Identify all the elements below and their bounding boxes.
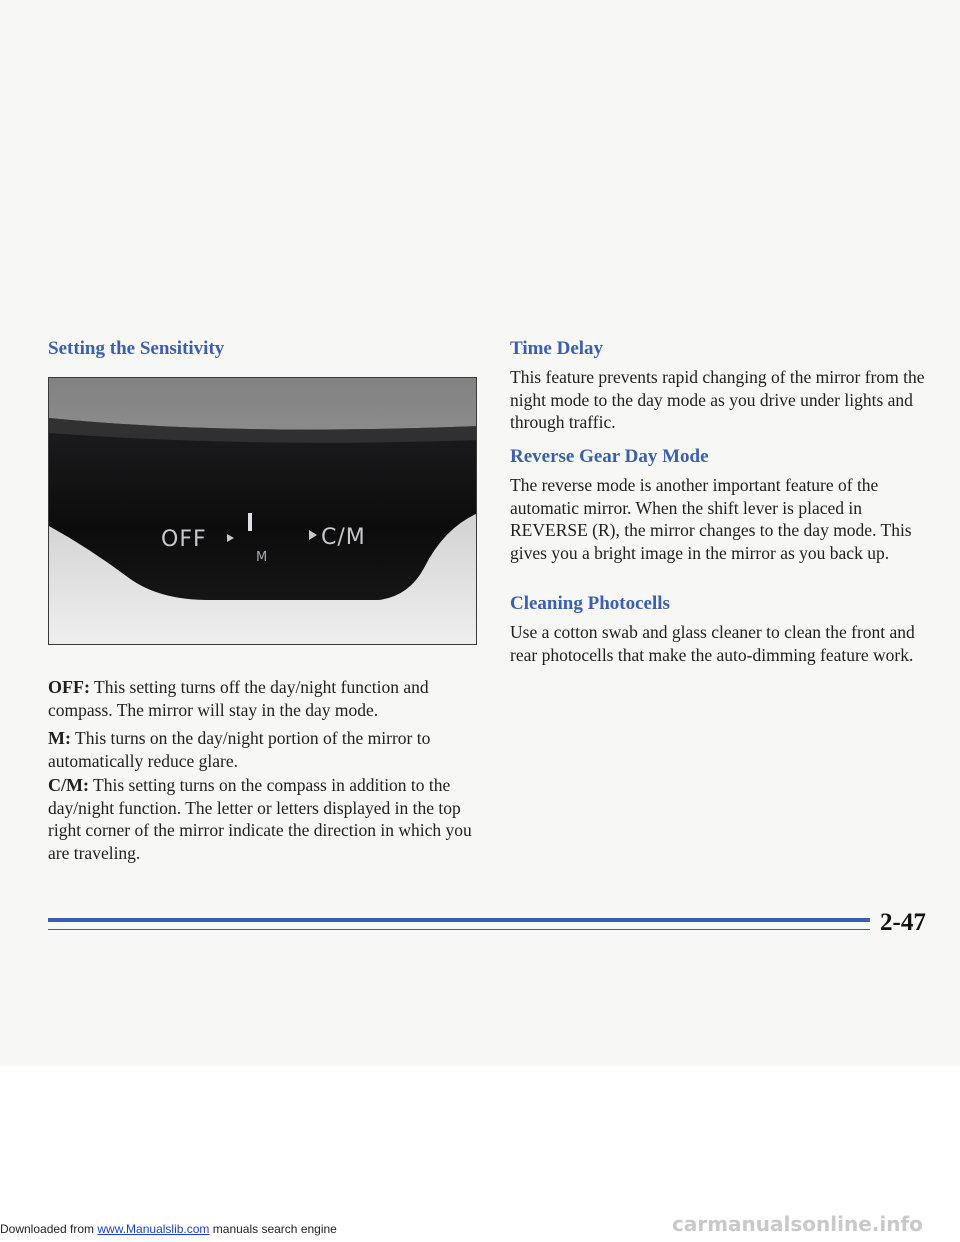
slider-handle-icon xyxy=(248,513,252,531)
option-text: This setting turns on the compass in addition to the day/night function. The letter or letters displayed in the top right corner of the mirror indicate the direction in which you are traveling. xyxy=(48,775,472,863)
option-m-description xyxy=(48,727,473,772)
m-position-label: M xyxy=(256,550,268,565)
manualslib-link[interactable]: www.Manualslib.com xyxy=(97,1222,210,1236)
option-text: This turns on the day/night portion of the mirror to automatically reduce glare. xyxy=(48,728,431,771)
option-off-description xyxy=(48,676,473,721)
section-heading-reverse-gear: Reverse Gear Day Mode xyxy=(510,446,709,467)
reverse-gear-text: The reverse mode is another important feature of the automatic mirror. When the shift lever is placed in REVERSE (R), the mirror changes to the day mode. This gives you a bright image in the mirror as you back up. xyxy=(510,475,912,563)
download-suffix: manuals search engine xyxy=(209,1222,337,1236)
off-position-label: OFF xyxy=(161,527,207,552)
download-prefix: Downloaded from xyxy=(0,1222,98,1236)
mirror-controls-photo xyxy=(48,377,477,645)
watermark: carmanualsonline.info xyxy=(672,1212,923,1236)
page-number: 2-47 xyxy=(880,909,926,936)
footer-rule-thin xyxy=(48,929,870,930)
section-heading-cleaning-photocells: Cleaning Photocells xyxy=(510,593,670,614)
option-term: M: xyxy=(48,728,71,748)
option-term: OFF: xyxy=(48,677,90,697)
time-delay-text: This feature prevents rapid changing of the mirror from the night mode to the day mode as you drive under lights and through traffic. xyxy=(510,367,925,432)
download-note xyxy=(0,1222,337,1236)
option-term: C/M: xyxy=(48,775,89,795)
option-cm-description xyxy=(48,774,473,864)
section-heading-setting-sensitivity: Setting the Sensitivity xyxy=(48,338,225,359)
footer-rule-thick xyxy=(48,918,870,922)
option-text: This setting turns off the day/night function and compass. The mirror will stay in the day mode. xyxy=(48,677,429,720)
cm-position-label: C/M xyxy=(321,525,366,550)
section-heading-time-delay: Time Delay xyxy=(510,338,604,359)
cleaning-photocells-text: Use a cotton swab and glass cleaner to clean the front and rear photocells that make the auto-dimming feature work. xyxy=(510,622,915,665)
